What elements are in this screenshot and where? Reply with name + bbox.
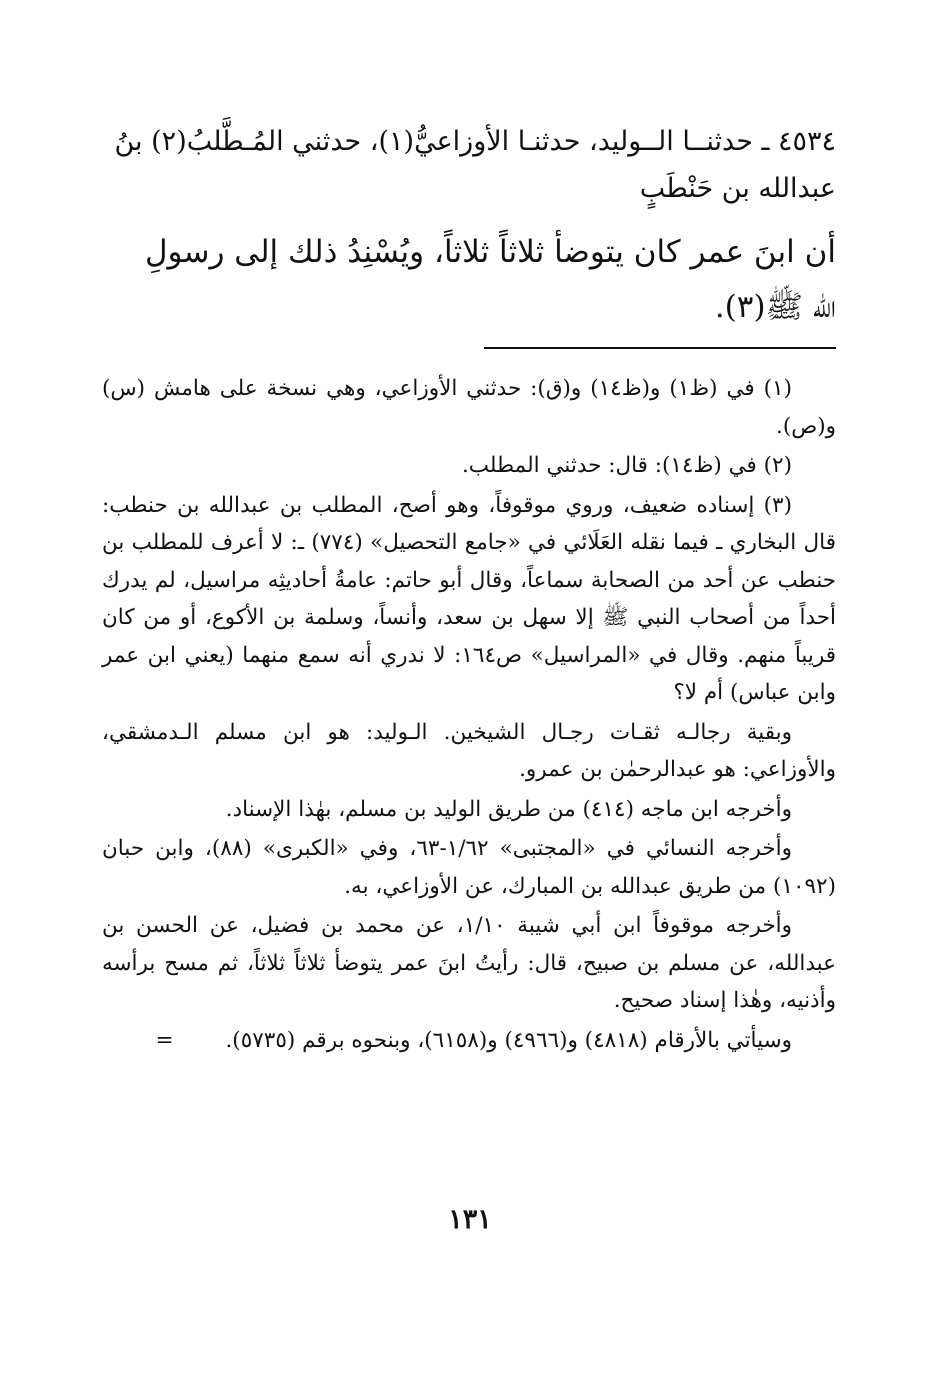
footnotes — [102, 370, 836, 1061]
footnote-3-paragraph: وأخرجه ابن ماجه (٤١٤) من طريق الوليد بن مسلم، بهٰذا الإسناد. — [225, 796, 792, 822]
hadith-text-line-2: الله ﷺ(٣). — [714, 289, 836, 325]
footnote-3-paragraph: وبقية رجالـه ثقـات رجـال الشيخين. الـوليد: هو ابن مسلم الـدمشقي، والأوزاعي: هو عبدالرحمٰن بن عمرو. — [102, 719, 836, 782]
footnote-3: (٣) إسناده ضعيف، وروي موقوفاً، وهو أصح، المطلب بن عبدالله بن حنطب: قال البخاري ـ فيما نقله العَلَائي في «جامع التحصيل» (٧٧٤) ـ: لا أعرف للمطلب بن حنطب عن أحد من الصحابة سماعاً، وقال أبو حاتم: عامةُ أحاديثِه مراسيل، لم يدرك أحداً من أصحاب النبي ﷺ إلا سهل بن سعد، وأنساً، وسلمة بن الأكوع، أو من كان قريباً منهم. وقال في «المراسيل» ص١٦٤: لا ندري أنه سمع منهما (يعني ابن عمر وابن عباس) أم لا؟ — [102, 492, 836, 705]
hadith-text — [102, 225, 836, 335]
footnote-2: (٢) في (ظ١٤): قال: حدثني المطلب. — [461, 453, 792, 478]
footnote-divider — [484, 347, 836, 349]
footnote-3-paragraph: وأخرجه النسائي في «المجتبى» ١/٦٢-٦٣، وفي «الكبرى» (٨٨)، وابن حبان (١٠٩٢) من طريق عبدالله بن المبارك، عن الأوزاعي، به. — [102, 836, 836, 899]
hadith-chain-line-2: عبدالله بن حَنْطَبٍ — [639, 173, 836, 204]
footnote-3-last-line: وسيأتي بالأرقام (٤٨١٨) و(٤٩٦٦) و(٦١٥٨)، وبنحوه برقم (٥٧٣٥). — [225, 1027, 792, 1053]
hadith-chain — [102, 118, 836, 212]
footnote-3-paragraph — [102, 1022, 836, 1060]
footnote-3-paragraph: وأخرجه موقوفاً ابن أبي شيبة ١/١٠، عن محمد بن فضيل، عن الحسن بن عبدالله، عن مسلم بن صبيح، قال: رأيتُ ابنَ عمر يتوضأ ثلاثاً ثلاثاً، ثم مسح برأسه وأذنيه، وهٰذا إسناد صحيح. — [102, 913, 836, 1013]
hadith-text-line-1: أن ابنَ عمر كان يتوضأ ثلاثاً ثلاثاً، ويُسْنِدُ ذلك إلى رسولِ — [144, 234, 836, 270]
hadith-chain-line-1: ٤٥٣٤ ـ حدثنــا الــوليد، حدثنـا الأوزاعيُّ(١)، حدثني المُـطَّلبُ(٢) بنُ — [114, 126, 836, 157]
continuation-mark: = — [155, 1027, 174, 1053]
page-number: ١٣١ — [448, 1204, 492, 1235]
footnote-1: (١) في (ظ١) و(ظ١٤) و(ق): حدثني الأوزاعي، وهي نسخة على هامش (س) و(ص). — [102, 376, 836, 439]
